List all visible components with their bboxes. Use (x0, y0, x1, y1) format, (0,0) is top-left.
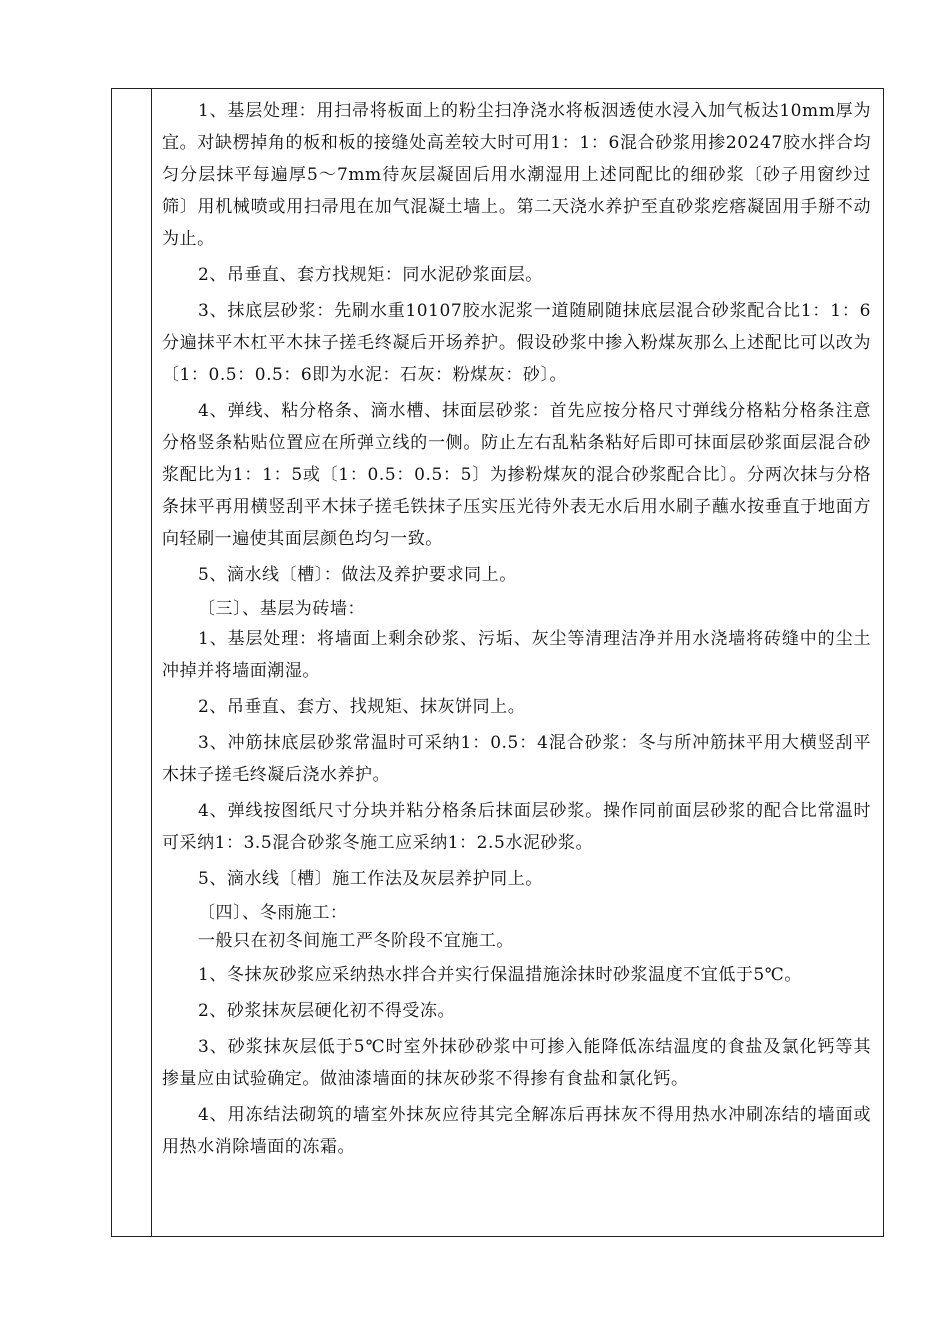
paragraph-drip-line: 5、滴水线〔槽〕：做法及养护要求同上。 (198, 565, 517, 585)
paragraph-base-mortar: 3、抹底层砂浆：先刷水重10107胶水泥浆一道随刷随抹底层混合砂浆配合比1：1：6分遍抹平木杠平木抹子搓毛终凝后开场养护。假设砂浆中掺入粉煤灰那么上述配比可以改为〔1：0.5：0.5：6即为水泥：石灰：粉煤灰：砂〕。 (162, 301, 871, 385)
section3-paragraph-2: 2、吊垂直、套方、找规矩、抹灰饼同上。 (198, 697, 526, 717)
section3-heading: 〔三〕、基层为砖墙： (198, 599, 365, 619)
section4-heading: 〔四〕、冬雨施工： (198, 903, 348, 923)
section4-paragraph-2: 2、砂浆抹灰层硬化初不得受冻。 (198, 1001, 456, 1021)
section4-paragraph-3: 3、砂浆抹灰层低于5℃时室外抹砂砂浆中可掺入能降低冻结温度的食盐及氯化钙等其掺量应由试验确定。做油漆墙面的抹灰砂浆不得掺有食盐和氯化钙。 (162, 1037, 871, 1089)
paragraph-line-grid-strip: 4、弹线、粘分格条、滴水槽、抹面层砂浆：首先应按分格尺寸弹线分格粘分格条注意分格竖条粘贴位置应在所弹立线的一侧。防止左右乱粘条粘好后即可抹面层砂浆面层混合砂浆配比为1：1：5或〔1：0.5：0.5：5〕为掺粉煤灰的混合砂浆配合比〕。分两次抹与分格条抹平再用横竖刮平木抹子搓毛铁抹子压实压光待外表无水后用水刷子蘸水按垂直于地面方向轻刷一遍使其面层颜色均匀一致。 (162, 401, 871, 549)
table-frame (111, 88, 884, 1237)
document-body (162, 95, 871, 1163)
section4-paragraph-1: 1、冬抹灰砂浆应采纳热水拌合并实行保温措施涂抹时砂浆温度不宜低于5℃。 (198, 965, 802, 985)
section4-intro: 一般只在初冬间施工严冬阶段不宜施工。 (198, 931, 514, 951)
section3-paragraph-3: 3、冲筋抹底层砂浆常温时可采纳1：0.5：4混合砂浆：冬与所冲筋抹平用大横竖刮平木抹子搓毛终凝后浇水养护。 (162, 733, 871, 785)
section3-paragraph-5: 5、滴水线〔槽〕施工作法及灰层养护同上。 (198, 869, 543, 889)
section4-paragraph-4: 4、用冻结法砌筑的墙室外抹灰应待其完全解冻后再抹灰不得用热水冲刷冻结的墙面或用热水消除墙面的冻霜。 (162, 1105, 871, 1157)
paragraph-base-treatment: 1、基层处理：用扫帚将板面上的粉尘扫净浇水将板洇透使水浸入加气板达10mm厚为宜。对缺楞掉角的板和板的接缝处高差较大时可用1：1：6混合砂浆用掺20247胶水拌合均匀分层抹平每遍厚5～7mm待灰层凝固后用水潮湿用上述同配比的细砂浆〔砂子用窗纱过筛〕用机械喷或用扫帚甩在加气混凝土墙上。第二天浇水养护至直砂浆疙瘩凝固用手掰不动为止。 (162, 101, 871, 249)
column-divider (151, 89, 152, 1236)
section3-paragraph-4: 4、弹线按图纸尺寸分块并粘分格条后抹面层砂浆。操作同前面层砂浆的配合比常温时可采纳1：3.5混合砂浆冬施工应采纳1：2.5水泥砂浆。 (162, 801, 871, 853)
paragraph-plumb-square: 2、吊垂直、套方找规矩：同水泥砂浆面层。 (198, 265, 543, 285)
section3-paragraph-1: 1、基层处理：将墙面上剩余砂浆、污垢、灰尘等清理洁净并用水浇墙将砖缝中的尘土冲掉并将墙面潮湿。 (162, 629, 871, 681)
